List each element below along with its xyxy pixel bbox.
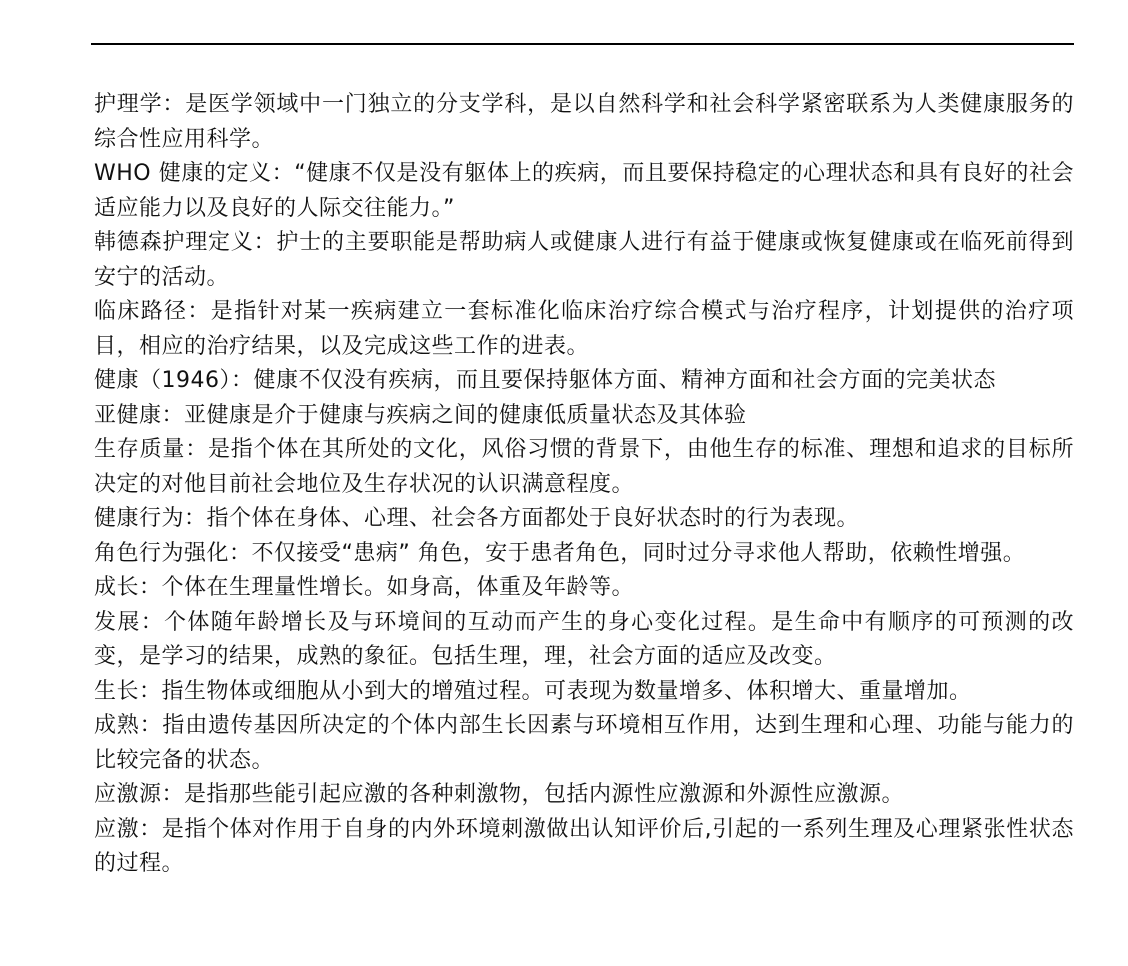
definition-paragraph: 生存质量：是指个体在其所处的文化，风俗习惯的背景下，由他生存的标准、理想和追求的目标所决定的对他目前社会地位及生存状况的认识满意程度。 bbox=[94, 437, 1074, 497]
definition-paragraph: 生长：指生物体或细胞从小到大的增殖过程。可表现为数量增多、体积增大、重量增加。 bbox=[94, 678, 972, 704]
document-body bbox=[94, 88, 1074, 882]
definition-paragraph: 健康（1946）：健康不仅没有疾病，而且要保持躯体方面、精神方面和社会方面的完美状态 bbox=[94, 368, 996, 393]
definition-paragraph: WHO 健康的定义：“健康不仅是没有躯体上的疾病，而且要保持稳定的心理状态和具有良好的社会适应能力以及良好的人际交往能力。” bbox=[94, 161, 1074, 221]
definition-paragraph: 发展：个体随年龄增长及与环境间的互动而产生的身心变化过程。是生命中有顺序的可预测的改变，是学习的结果，成熟的象征。包括生理，理，社会方面的适应及改变。 bbox=[94, 609, 1074, 669]
definition-paragraph: 应激：是指个体对作用于自身的内外环境刺激做出认知评价后,引起的一系列生理及心理紧张性状态的过程。 bbox=[94, 816, 1074, 876]
header-rule bbox=[91, 43, 1074, 45]
definition-paragraph: 健康行为：指个体在身体、心理、社会各方面都处于良好状态时的行为表现。 bbox=[94, 506, 860, 531]
definition-paragraph: 护理学：是医学领域中一门独立的分支学科，是以自然科学和社会科学紧密联系为人类健康服务的综合性应用科学。 bbox=[94, 92, 1074, 152]
definition-paragraph: 临床路径：是指针对某一疾病建立一套标准化临床治疗综合模式与治疗程序，计划提供的治疗项目，相应的治疗结果，以及完成这些工作的进表。 bbox=[94, 299, 1074, 359]
definition-paragraph: 成长：个体在生理量性增长。如身高，体重及年龄等。 bbox=[94, 575, 635, 600]
definition-paragraph: 角色行为强化：不仅接受“患病” 角色，安于患者角色，同时过分寻求他人帮助，依赖性增强。 bbox=[94, 540, 1026, 566]
definition-paragraph: 亚健康：亚健康是介于健康与疾病之间的健康低质量状态及其体验 bbox=[94, 402, 747, 428]
definition-paragraph: 成熟：指由遗传基因所决定的个体内部生长因素与环境相互作用，达到生理和心理、功能与能力的比较完备的状态。 bbox=[94, 713, 1074, 773]
definition-paragraph: 韩德森护理定义：护士的主要职能是帮助病人或健康人进行有益于健康或恢复健康或在临死前得到安宁的活动。 bbox=[94, 230, 1074, 290]
definition-paragraph: 应激源：是指那些能引起应激的各种刺激物，包括内源性应激源和外源性应激源。 bbox=[94, 782, 905, 807]
